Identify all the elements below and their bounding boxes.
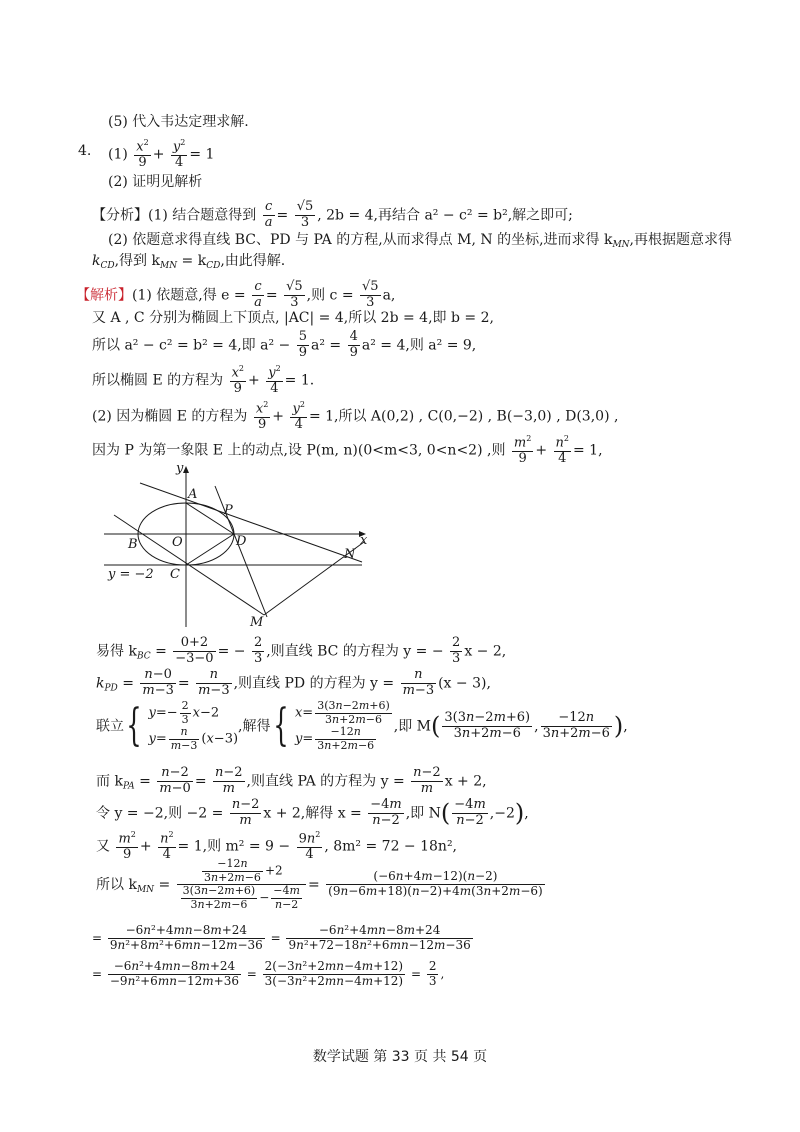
label-p: P [224, 503, 233, 518]
solution-line-3: 所以 a² − c² = b² = 4,即 a² − $\frac{5}{9}$ a² = $\frac{4}{9}$ a² = 4,则 a² = 9, [92, 329, 477, 360]
label-n: N [344, 547, 356, 562]
q4-answer-1: (1) $\frac{x^2}{9}$ + $\frac{y^2}{4}$ = 1 [108, 138, 215, 171]
solution-line-4: 所以椭圆 E 的方程为 $\frac{x^2}{9}$ + $\frac{y^2}{4}$ = 1. [92, 364, 315, 397]
solution-line-8: $k_{PD}$ = $\frac{n-0}{m-3}$ = $\frac{n}{m-3}$ ,则直线 PD 的方程为 y = $\frac{n}{m-3}$ (x − 3), [96, 667, 491, 698]
solution-line-12: 又 $\frac{m^2}{9}$ + $\frac{n^2}{4}$ = 1,则 m² = 9 − $\frac{9n^2}{4}$ , 8m² = 72 − 18n², [96, 830, 458, 863]
analysis-tag: 【分析】 [92, 207, 148, 224]
q4-answer-2: (2) 证明见解析 [108, 174, 203, 190]
geometry-figure [100, 462, 390, 630]
item-5-text: (5) 代入韦达定理求解. [108, 114, 249, 130]
solution-line-13: 所以 $k_{MN}$ = $\frac{-12n}{3n+2m-6}$ +2 $\frac{3(3n-2m+6)}{3n+2m-6}$ − $\frac{-4m}{n-2}$ = $\frac{(-6n+4m-12)(n-2)}{(9n-6m+18)(n-2)+4m(3n+2m-6)}$ [96, 857, 543, 911]
solution-line-5: (2) 因为椭圆 E 的方程为 $\frac{x^2}{9}$ + $\frac{y^2}{4}$ = 1,所以 A(0,2) , C(0,−2) , B(−3,0) , D(3,0) , [92, 400, 619, 433]
label-m: M [250, 615, 264, 630]
y-arrow [183, 466, 189, 473]
line-pd [215, 486, 267, 617]
analysis-line-3: $k_{CD}$,得到 $k_{MN} = k_{CD}$,由此得解. [92, 253, 286, 271]
solution-line-14: = $\frac{\text{−6n²+4mn−8m+24}}{\text{9n²+8m²+6mn−12m−36}}$ = $\frac{\text{−6n²+4mn−8m+24}}{\text{9n²+72−18n²+6mn−12m−36}}$ [92, 923, 471, 952]
solution-line-15: = $\frac{\text{−6n²+4mn−8m+24}}{\text{−9n²+6mn−12m+36}}$ = $\frac{\text{2(−3n²+2mn−4m+12)}}{\text{3(−3n²+2mn−4m+12)}}$ = $\frac{2}{3}$ , [92, 959, 445, 988]
page-footer: 数学试题 第 33 页 共 54 页 [312, 1049, 488, 1065]
label-o: O [172, 535, 183, 550]
solution-line-7: 易得 $k_{BC}$ = $\frac{0+2}{-3-0}$ = − $\frac{2}{3}$ ,则直线 BC 的方程为 y = − $\frac{2}{3}$ x − 2, [96, 635, 507, 666]
solution-tag: 【解析】 [76, 287, 132, 304]
solution-line-1: 【解析】(1) 依题意,得 e = $\frac{c}{a}$ = $\frac{√5}{3}$ ,则 c = $\frac{√5}{3}$ a, [76, 279, 396, 310]
solution-line-11: 令 y = −2,则 −2 = $\frac{n-2}{m}$ x + 2,解得 x = $\frac{-4m}{n-2}$ ,即 N( $\frac{-4m}{n-2}$ ,−2), [96, 797, 529, 828]
label-a: A [188, 487, 198, 502]
label-line-y: y = −2 [108, 567, 154, 582]
segment-cd [186, 534, 234, 565]
label-x: x [360, 533, 368, 548]
solution-line-2: 又 A , C 分别为椭圆上下顶点, |AC| = 4,所以 2b = 4,即 b = 2, [92, 310, 494, 326]
solution-line-6: 因为 P 为第一象限 E 上的动点,设 P(m, n)(0<m<3, 0<n<2) ,则 $\frac{m^2}{9}$ + $\frac{n^2}{4}$ = 1, [92, 434, 603, 467]
line-pa [140, 483, 362, 562]
solution-line-10: 而 $k_{PA}$ = $\frac{n-2}{m-0}$ = $\frac{n-2}{m}$ ,则直线 PA 的方程为 y = $\frac{n-2}{m}$ x + 2, [96, 765, 487, 796]
analysis-line-1: 【分析】(1) 结合题意得到 $\frac{c}{a}$ = $\frac{√5}{3}$ , 2b = 4,再结合 a² − c² = b²,解之即可; [92, 199, 573, 230]
label-y: y [176, 462, 184, 476]
label-c: C [170, 567, 180, 582]
label-d: D [236, 534, 247, 549]
solution-line-9: 联立{ y=− $\frac{2}{3}$ x−2 y= $\frac{n}{m-3}$ (x−3) ,解得{ x= $\frac{3(3n-2m+6)}{3n+2m-6}$ y= $\frac{-12n}{3n+2m-6}$ ,即 M( $\frac{3(3n-2m+6)}{3n+2m-6}$ , $\frac{-12n}{3n+2m-6}$ ), [96, 699, 628, 752]
q4-number: 4. [78, 143, 92, 159]
label-b: B [128, 537, 138, 552]
analysis-line-2: (2) 依题意求得直线 BC、PD 与 PA 的方程,从而求得点 M, N 的坐标,进而求得 $k_{MN}$,再根据题意求得 [108, 232, 732, 250]
